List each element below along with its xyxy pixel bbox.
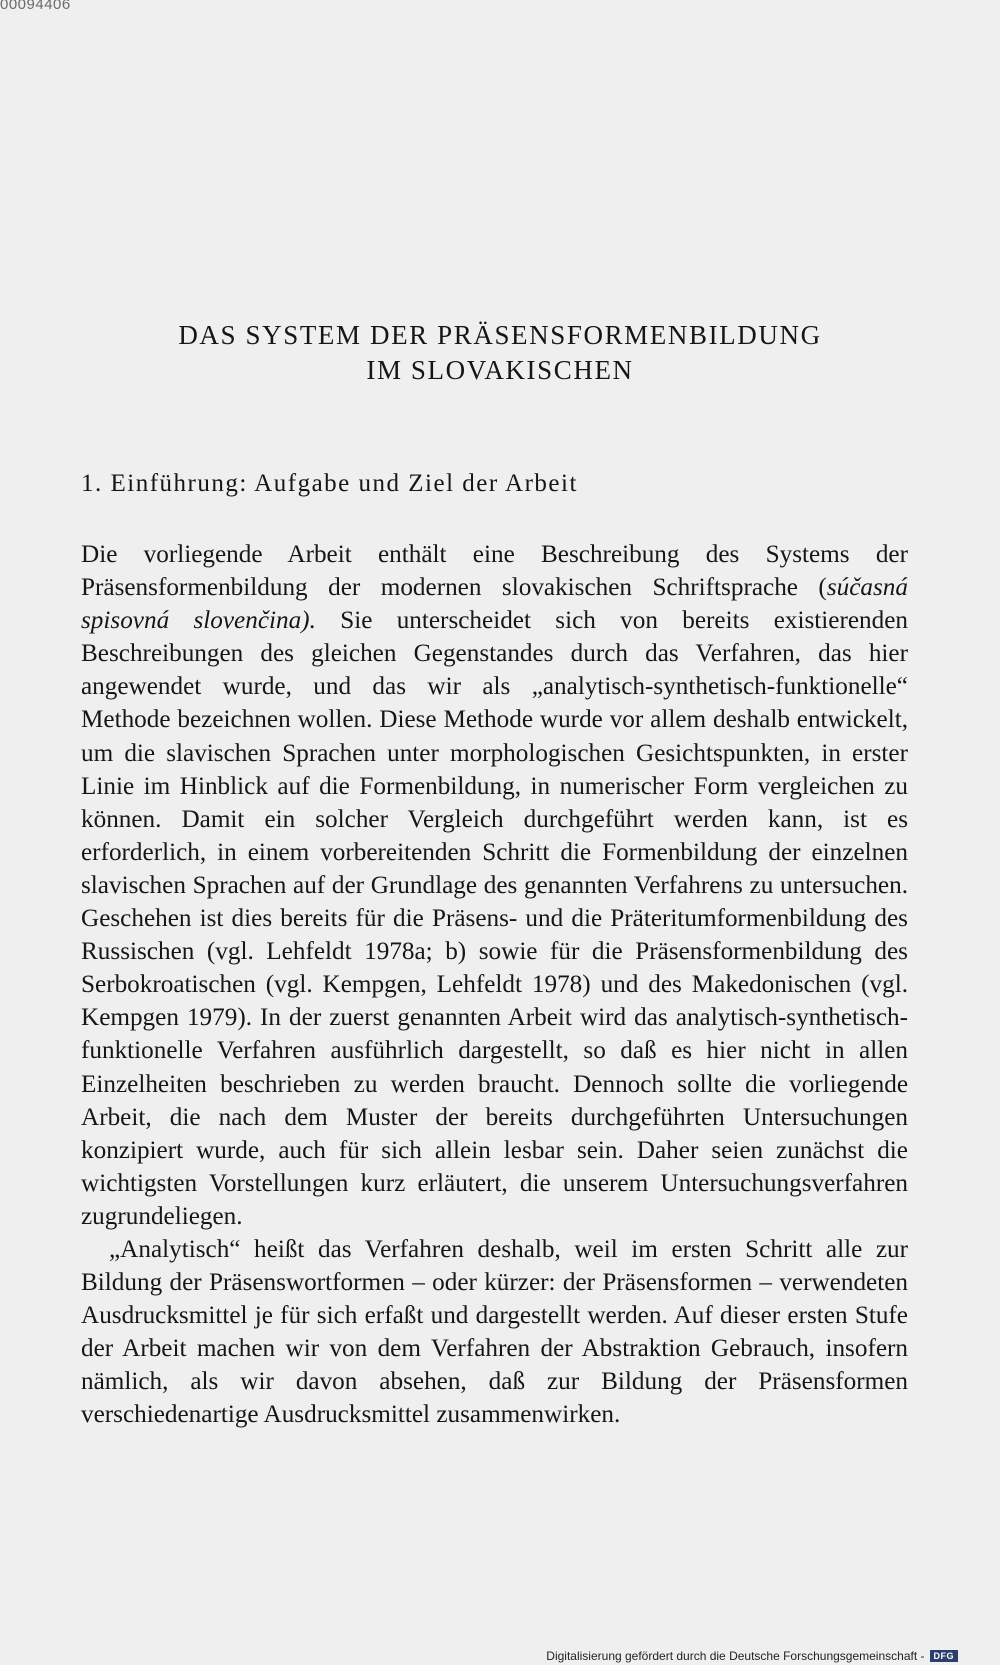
page-title [0, 318, 1000, 388]
title-line-2: IM SLOVAKISCHEN [366, 355, 634, 385]
scan-id: 00094406 [0, 0, 71, 13]
paragraph-1-part-b: Sie unterscheidet sich von bereits existierenden Beschreibungen des gleichen Gegenstandes durch das Verfahren, das hier angewendet wurde, und das wir als „analytisch-synthetisch-funktionelle“ Methode bezeichnen wollen. Diese Methode wurde vor allem deshalb entwickelt, um die slavischen Sprachen unter morphologischen Gesichtspunkten, in erster Linie im Hinblick auf die Formenbildung, in numerischer Form vergleichen zu können. Damit ein solcher Vergleich durchgeführt werden kann, ist es erforderlich, in einem vorbereitenden Schritt die Formenbildung der einzelnen slavischen Sprachen auf der Grundlage des genannten Verfahrens zu untersuchen. Geschehen ist dies bereits für die Präsens- und die Präteritumformenbildung des Russischen (vgl. Lehfeldt 1978a; b) sowie für die Präsensformenbildung des Serbokroatischen (vgl. Kempgen, Lehfeldt 1978) und des Makedonischen (vgl. Kempgen 1979). In der zuerst genannten Arbeit wird das analytisch-synthetisch-funktionelle Verfahren ausführlich dargestellt, so daß es hier nicht in allen Einzelheiten beschrieben zu werden braucht. Dennoch sollte die vorliegende Arbeit, die nach dem Muster der bereits durchgeführten Untersuchungen konzipiert wurde, auch für sich allein lesbar sein. Daher seien zunächst die wichtigsten Vorstellungen kurz erläutert, die unserem Untersuchungsverfahren zugrundeliegen. [81, 607, 908, 1230]
paragraph-1-italic: súčasná spisovná slovenčina). [81, 574, 908, 635]
paragraph-1 [81, 538, 908, 1233]
footer-text: Digitalisierung gefördert durch die Deutsche Forschungsgemeinschaft - [546, 1649, 925, 1663]
section-heading: 1. Einführung: Aufgabe und Ziel der Arbeit [81, 470, 578, 497]
body-text [81, 538, 908, 1432]
dfg-logo: DFG [930, 1650, 959, 1662]
paragraph-2: „Analytisch“ heißt das Verfahren deshalb, weil im ersten Schritt alle zur Bildung der Präsenswortformen – oder kürzer: der Präsensformen – verwendeten Ausdrucksmittel je für sich erfaßt und dargestellt werden. Auf dieser ersten Stufe der Arbeit machen wir von dem Verfahren der Abstraktion Gebrauch, insofern nämlich, als wir davon absehen, daß zur Bildung der Präsensformen verschiedenartige Ausdrucksmittel zusammenwirken. [81, 1235, 908, 1429]
digitization-footer [546, 1649, 958, 1663]
title-line-1: DAS SYSTEM DER PRÄSENSFORMENBILDUNG [178, 320, 822, 350]
paragraph-1-part-a: Die vorliegende Arbeit enthält eine Beschreibung des Systems der Präsensformenbildung der modernen slovakischen Schriftsprache ( [81, 541, 908, 602]
